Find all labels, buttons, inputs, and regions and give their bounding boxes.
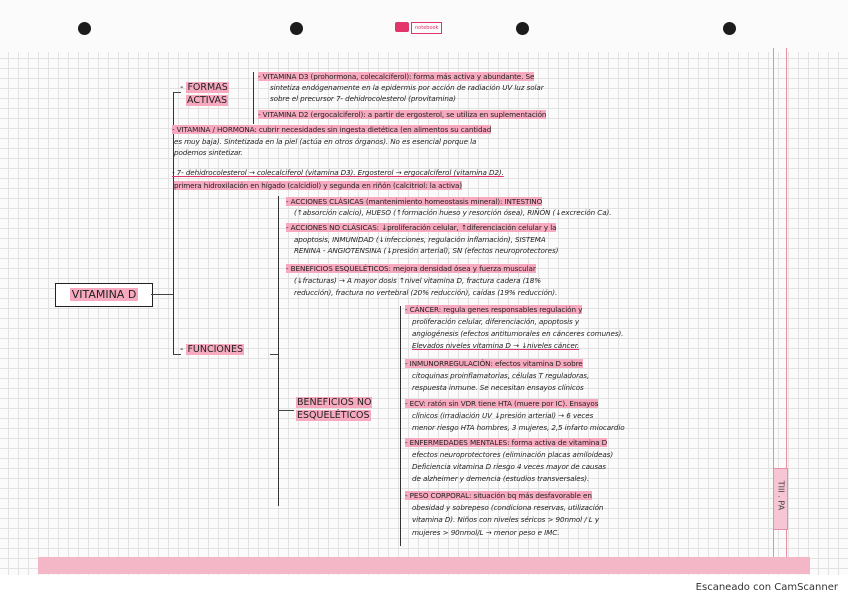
sintesis-line-2: primera hidroxilación en hígado (calcidiol) y segunda en riñón (calcitriol: la activa) [174,181,463,190]
d3-line-1: - VITAMINA D3 (prohormona, colecalciferol): forma más activa y abundante. Se [258,72,535,81]
beneficios-esq-line-2: (↓fracturas) → A mayor dosis ↑nivel vitamina D, fractura cadera (18% [294,276,541,285]
side-tab [773,468,788,530]
binder-hole [290,22,303,35]
brand-logo [395,22,409,32]
hormona-line-2: es muy baja). Sintetizada en la piel (actúa en otros órganos). No es esencial porque la [174,137,477,146]
formas-label-1: - FORMAS [180,82,228,93]
inmuno-line-3: respuesta inmune. Se necesitan ensayos clínicos [412,383,584,392]
cancer-line-1: - CÁNCER: regula genes responsables regulación y [405,305,583,314]
beneficios-esq-line-1: - BENEFICIOS ESQUELÉTICOS: mejora densidad ósea y fuerza muscular [286,264,536,273]
bottom-band [38,557,810,574]
d3-line-3: sobre el precursor 7- dehidrocolesterol (provitamina) [270,94,456,103]
inmuno-line-2: citoquinas proinflamatorias, células T reguladoras, [412,371,590,380]
clasicas-line-2: (↑absorción calcio), HUESO (↑formación hueso y resorción ósea), RIÑÓN (↓excreción Ca). [294,208,612,217]
inmuno-line-1: - INMUNORREGULACIÓN: efectos vitamina D sobre [405,359,583,368]
hormona-line-1: - VITAMINA / HORMONA: cubrir necesidades sin ingesta dietética (en alimentos su cantidad [172,125,492,134]
page-title: VITAMINA D [71,288,137,301]
beneficios-no-label-1: BENEFICIOS NO [297,397,372,408]
d2-line-1: - VITAMINA D2 (ergocalciferol): a partir de ergosterol, se utiliza en suplementación [258,110,547,119]
peso-line-2: obesidad y sobrepeso (condiciona reservas, utilización [412,503,604,512]
beneficios-no-bracket [400,306,401,546]
no-clasicas-line-1: - ACCIONES NO CLÁSICAS: ↓proliferación celular, ↑diferenciación celular y la [286,223,557,232]
peso-line-3: vitamina D). Niños con niveles séricos > 90nmol / L y [412,515,599,524]
mentales-line-1: - ENFERMEDADES MENTALES: forma activa de vitamina D [405,438,608,447]
connector-line [270,354,278,355]
mentales-line-3: Deficiencia vitamina D riesgo 4 veces mayor de causas [412,462,606,471]
no-clasicas-line-2: apoptosis, INMUNIDAD (↓infecciones, regulación inflamación), SISTEMA [294,235,546,244]
cancer-line-4: Elevados niveles vitamina D → ↓niveles cáncer. [412,341,580,350]
scanner-watermark: Escaneado con CamScanner [695,582,838,593]
beneficios-esq-line-3: reducción), fractura no vertebral (20% reducción), caídas (19% reducción). [294,288,558,297]
connector-line [151,294,173,295]
title-box [55,283,153,307]
funciones-bracket [278,196,279,506]
ecv-line-2: clínicos (irradiación UV ↓presión arterial) → 6 veces [412,411,594,420]
formas-bracket [253,72,254,124]
mentales-line-4: de alzheimer y demencia (estudios transversales). [412,474,590,483]
ecv-line-3: menor riesgo HTA hombres, 3 mujeres, 2,5 infarto miocardio [412,423,625,432]
hormona-line-3: podemos sintetizar. [174,148,243,157]
peso-line-4: mujeres > 90nmol/L → menor peso e IMC. [412,528,560,537]
beneficios-no-label-2: ESQUELÉTICOS [297,410,370,421]
brand-text: notebook [411,22,442,34]
no-clasicas-line-3: RENINA - ANGIOTENSINA (↓presión arterial), SN (efectos neuroprotectores) [294,246,559,255]
sintesis-line-1: - 7- dehidrocolesterol → colecalciferol (vitamina D3). Ergosterol → ergocalciferol (vitamina D2). [172,168,504,177]
clasicas-line-1: - ACCIONES CLÁSICAS (mantenimiento homeostasis mineral): INTESTINO [286,197,543,206]
cancer-line-2: proliferación celular, diferenciación, apoptosis y [412,317,580,326]
formas-label-2: ACTIVAS [187,95,227,106]
binder-hole [78,22,91,35]
connector-line [278,410,294,411]
binder-hole [723,22,736,35]
ecv-line-1: - ECV: ratón sin VDR tiene HTA (muere por IC). Ensayos [405,399,599,408]
peso-line-1: - PESO CORPORAL: situación bq más desfavorable en [405,491,592,500]
binder-hole [516,22,529,35]
cancer-line-3: angiogénesis (efectos antitumorales en cánceres comunes). [412,329,624,338]
d3-line-2: sintetiza endógenamente en la epidermis por acción de radiación UV luz solar [270,83,544,92]
side-tab-text: TIII . PA [776,480,786,511]
mentales-line-2: efectos neuroprotectores (eliminación placas amiloideas) [412,450,614,459]
funciones-label: - FUNCIONES [180,344,244,355]
